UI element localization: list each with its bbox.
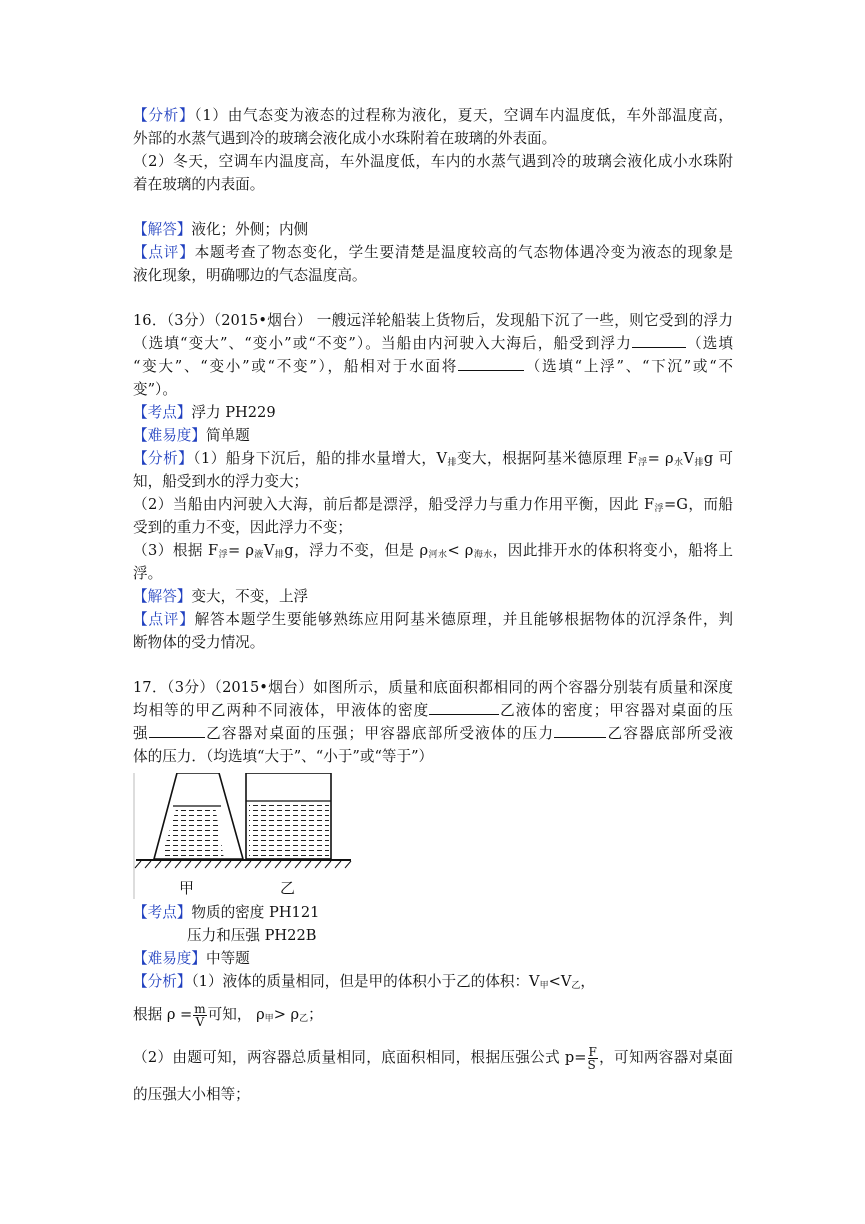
question-17-line: 体的压力．（均选填“大于”、“小于”或“等于”） [133, 748, 434, 765]
question-17-line [133, 723, 733, 745]
analysis-tag: 【分析】 [133, 107, 195, 124]
question-17-line [133, 700, 733, 722]
text-line: 着在玻璃的内表面。 [133, 176, 265, 193]
containers-diagram [133, 773, 355, 899]
point-text: 浮力 PH229 [191, 404, 276, 421]
comment-line [133, 242, 733, 264]
point-line: 压力和压强 PH22B [187, 927, 317, 944]
text-span: =G，而船 [664, 496, 733, 513]
text-line: 受到的重力不变，因此浮力不变； [133, 519, 352, 536]
subscript: 甲 [539, 981, 549, 991]
subscript: 浮 [218, 550, 229, 560]
answer-blank[interactable] [149, 723, 205, 738]
text-span: = ρ [228, 542, 254, 559]
comment-text: 本题考查了物态变化，学生要清楚是温度较高的气态物体遇冷变为液态的现象是 [194, 244, 733, 261]
answer-blank[interactable] [458, 356, 524, 371]
question-16-line: 变”）。 [133, 381, 177, 398]
point-line [133, 902, 733, 924]
denominator: S [587, 1057, 596, 1072]
answer-tag: 【解答】 [133, 221, 192, 238]
analysis-text: （1）由气态变为液态的过程称为液化，夏天，空调车内温度低，车外部温度高， [194, 107, 733, 124]
text-span: ， [580, 973, 595, 990]
text-span: ，因此排开水的体积将变小，船将上 [492, 542, 733, 559]
label-jia: 甲 [179, 879, 195, 897]
point-text: 物质的密度 PH121 [191, 904, 320, 921]
numerator: F [588, 1044, 597, 1059]
difficulty-line [133, 948, 733, 970]
pressure-fraction [588, 1046, 598, 1071]
analysis-line [133, 971, 733, 997]
subscript: 乙 [571, 981, 581, 991]
subscript: 河水 [428, 550, 448, 560]
container-figure [133, 773, 355, 899]
text-line: 知，船受到水的浮力变大； [133, 473, 309, 490]
subscript: 水 [673, 458, 684, 468]
answer-blank[interactable] [632, 333, 686, 348]
subscript: 浮 [637, 458, 648, 468]
text-span: ； [308, 1006, 323, 1023]
text-span: “变大”、“变小”或“不变”），船相对于水面将 [133, 358, 459, 375]
answer-line [133, 586, 733, 608]
label-yi: 乙 [280, 879, 296, 897]
density-fraction [193, 1003, 206, 1028]
point-line [133, 402, 733, 424]
text-line [133, 105, 733, 127]
text-span: （2）由题可知，两容器总质量相同，底面积相同，根据压强公式 p= [133, 1049, 587, 1066]
text-span: （3）根据 F [133, 542, 219, 559]
numerator: m [194, 1001, 206, 1016]
text-span: 乙容器底部所受液 [606, 725, 733, 742]
text-span: 乙容器对桌面的压强；甲容器底部所受液体的压力 [204, 725, 555, 742]
subscript: 乙 [299, 1014, 309, 1024]
text-span: （选填“变大”、“变小”或“不变”）。当船由内河驶入大海后，船受到浮力 [133, 335, 632, 352]
answer-tag: 【解答】 [133, 588, 192, 605]
point-tag: 【考点】 [133, 904, 192, 921]
analysis-line [133, 1044, 733, 1072]
point-tag: 【考点】 [133, 404, 192, 421]
text-span: 变大，根据阿基米德原理 F [456, 450, 638, 467]
text-span: （1）液体的质量相同，但是甲的体积小于乙的体积：V [191, 973, 540, 990]
denominator: V [195, 1014, 205, 1029]
text-span: V [263, 542, 275, 559]
text-span: 可知， ρ [207, 1006, 265, 1023]
difficulty-line [133, 425, 733, 447]
text-span: （2）当船由内河驶入大海，前后都是漂浮，船受浮力与重力作用平衡，因此 F [133, 496, 655, 513]
answer-line [133, 219, 733, 241]
difficulty-text: 简单题 [205, 427, 250, 444]
text-span: > ρ [273, 1006, 300, 1023]
text-span: ，可知两容器对桌面 [598, 1049, 733, 1066]
question-16-line [133, 356, 733, 378]
comment-text: 解答本题学生要能够熟练应用阿基米德原理，并且能够根据物体的沉浮条件，判 [194, 611, 733, 628]
difficulty-tag: 【难易度】 [133, 427, 206, 444]
text-span: （1）船身下沉后，船的排水量增大，V [193, 450, 447, 467]
question-16-line [133, 333, 733, 355]
text-span: g，浮力不变，但是 ρ [284, 542, 429, 559]
difficulty-text: 中等题 [205, 950, 250, 967]
text-span: 强 [133, 725, 149, 742]
text-line: 浮。 [133, 565, 163, 582]
answer-text: 变大，不变，上浮 [191, 588, 309, 605]
answer-blank[interactable] [429, 700, 499, 715]
comment-tag: 【点评】 [133, 611, 195, 628]
text-span: 根据 ρ = [133, 1006, 193, 1023]
container-yi [246, 773, 331, 859]
subscript: 液 [253, 550, 264, 560]
text-span: 均相等的甲乙两种不同液体，甲液体的密度 [133, 702, 430, 719]
answer-blank[interactable] [554, 723, 606, 738]
subscript: 海水 [473, 550, 493, 560]
container-jia [153, 773, 253, 859]
text-span: （选填“上浮”、“下沉”或“不 [524, 358, 733, 375]
text-span: <V [548, 973, 572, 990]
text-line: 断物体的受力情况。 [133, 634, 265, 651]
text-span: 乙液体的密度；甲容器对桌面的压 [499, 702, 733, 719]
text-span: （选填 [685, 335, 733, 352]
difficulty-tag: 【难易度】 [133, 950, 206, 967]
text-span: g 可 [703, 450, 733, 467]
subscript: 排 [447, 458, 457, 468]
analysis-tag: 【分析】 [133, 973, 192, 990]
subscript: 排 [274, 550, 285, 560]
question-17-line: 17．（3分）（2015•烟台）如图所示，质量和底面积都相同的两个容器分别装有质量和深度 [133, 679, 733, 696]
text-line: 外部的水蒸气遇到冷的玻璃会液化成小水珠附着在玻璃的外表面。 [133, 130, 557, 147]
comment-tag: 【点评】 [133, 244, 195, 261]
subscript: 浮 [654, 504, 664, 514]
comment-line [133, 609, 733, 631]
text-line: 液化现象，明确哪边的气态温度高。 [133, 267, 367, 284]
text-span: < ρ [447, 542, 474, 559]
answer-text: 液化；外侧；内侧 [191, 221, 309, 238]
text-span: = ρ [647, 450, 674, 467]
analysis-line [133, 1001, 733, 1033]
question-16-line: 16．（3分）（2015•烟台） 一艘远洋轮船装上货物后，发现船下沉了一些，则它受到的浮力 [133, 312, 733, 329]
text-span: V [683, 450, 694, 467]
analysis-tag: 【分析】 [133, 450, 194, 467]
text-line: 的压强大小相等； [133, 1086, 250, 1103]
subscript: 排 [694, 458, 704, 468]
text-line: （2）冬天，空调车内温度高，车外温度低，车内的水蒸气遇到冷的玻璃会液化成小水珠附 [133, 153, 733, 170]
ground-surface [135, 860, 351, 868]
subscript: 甲 [264, 1014, 274, 1024]
